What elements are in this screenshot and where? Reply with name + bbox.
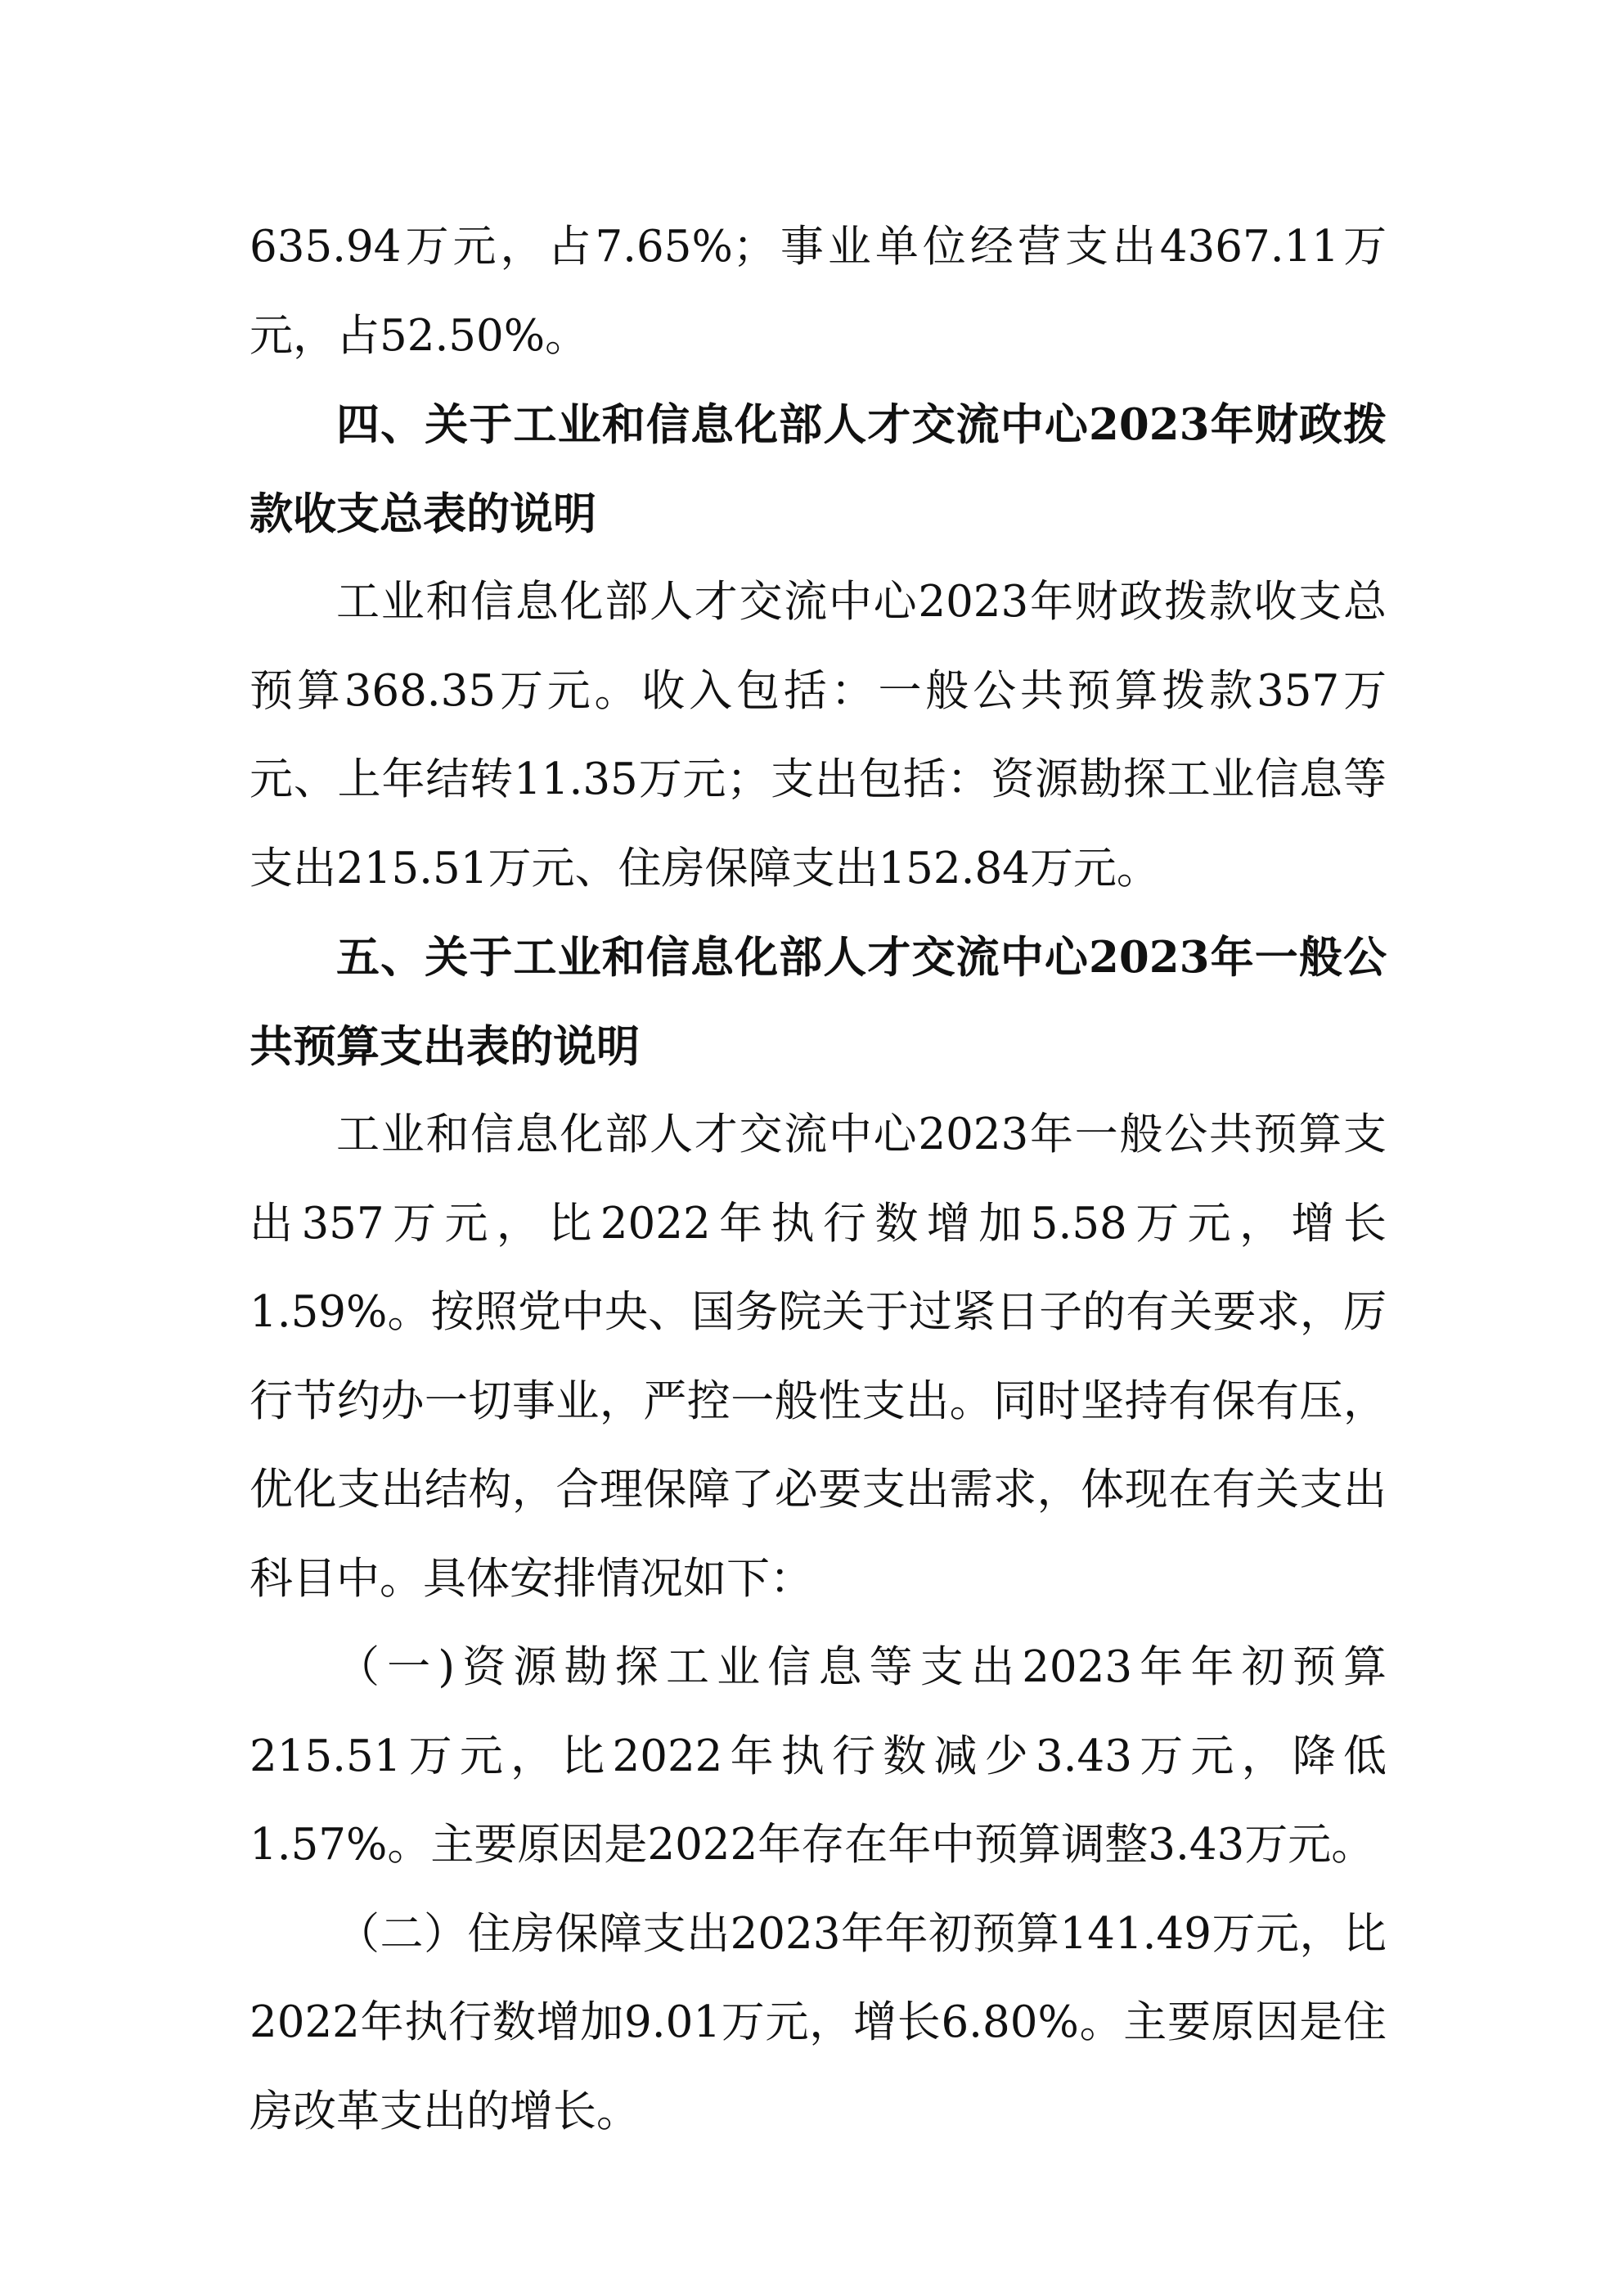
paragraph-general-budget-expenditure: 工业和信息化部人才交流中心2023年一般公共预算支出357万元，比2022年执行数增加5.58万元，增长1.59%。按照党中央、国务院关于过紧日子的有关要求，厉行节约办一切事业，严控一般性支出。同时坚持有保有压，优化支出结构，合理保障了必要支出需求，体现在有关支出科目中。具体安排情况如下： bbox=[250, 1110, 1387, 1604]
paragraph-expenditure-continued: 635.94万元，占7.65%；事业单位经营支出4367.11万元，占52.50%。 bbox=[250, 222, 1387, 361]
heading-section-five: 五、关于工业和信息化部人才交流中心2023年一般公共预算支出表的说明 bbox=[250, 932, 1387, 1072]
paragraph-item-one-resources: （一)资源勘探工业信息等支出2023年年初预算215.51万元，比2022年执行数减少3.43万元，降低1.57%。主要原因是2022年存在年中预算调整3.43万元。 bbox=[250, 1642, 1387, 1870]
heading-section-four: 四、关于工业和信息化部人才交流中心2023年财政拨款收支总表的说明 bbox=[250, 399, 1387, 539]
document-body bbox=[250, 203, 1387, 2156]
paragraph-fiscal-appropriation-summary: 工业和信息化部人才交流中心2023年财政拨款收支总预算368.35万元。收入包括：一般公共预算拨款357万元、上年结转11.35万元；支出包括：资源勘探工业信息等支出215.51万元、住房保障支出152.84万元。 bbox=[250, 577, 1387, 894]
paragraph-item-two-housing: （二）住房保障支出2023年年初预算141.49万元，比2022年执行数增加9.01万元，增长6.80%。主要原因是住房改革支出的增长。 bbox=[250, 1908, 1387, 2136]
